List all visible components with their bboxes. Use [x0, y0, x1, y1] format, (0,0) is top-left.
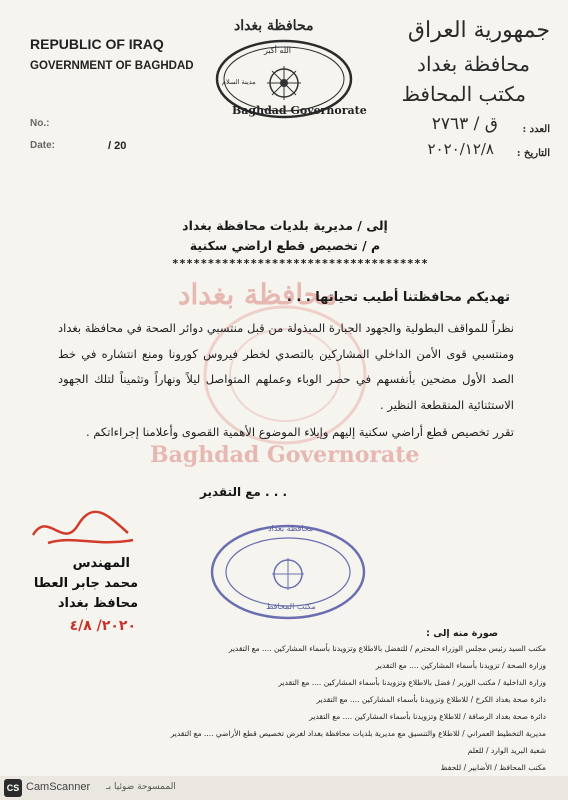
- cc-heading: صورة منه إلى :: [426, 628, 498, 639]
- signature-name: محمد جابر العطا: [33, 576, 138, 591]
- camscanner-logo-icon: CS: [4, 779, 22, 797]
- logo-arabic-top: محافظة بغداد: [234, 18, 314, 34]
- date-value-left: / 20: [108, 140, 127, 152]
- government-label: GOVERNMENT OF BAGHDAD: [30, 60, 194, 72]
- governorate-arabic: محافظة بغداد: [417, 52, 530, 76]
- date-label-arabic: التاريخ :: [516, 148, 550, 159]
- body-paragraph-1: نظراً للمواقف البطولية والجهود الجبارة المبذولة من قبل منتسبي دوائر الصحة في محافظة بغداد ومنتسبي قوى الأمن الداخلي المشاركين بالتصدي لخطر فيروس كورونا ومنع انتشاره في خط الصد الأول مضحين بأنفسهم في حصر الوباء وعملهم المتواصل ليلاً ونهاراً وتثميناً لتلك الجهود الاستثنائية المنقطعة النظير .: [58, 321, 514, 412]
- watermark-arabic: محافظة بغداد: [178, 278, 337, 311]
- cc-item: مديرية التخطيط العمراني / للاطلاع والتنسيق مع مديرية بلديات محافظة بغداد لغرض تخصيص قطع الأراضي .... مع التقدير: [170, 729, 546, 738]
- cc-item: وزارة الصحة / تزويدنا بأسماء المشاركين .... مع التقدير: [375, 661, 546, 670]
- date-label: Date:: [30, 140, 56, 151]
- republic-arabic: جمهورية العراق: [407, 18, 550, 43]
- logo-motto: الله أكبر: [264, 46, 291, 55]
- logo-small-text: مدينة السلام: [222, 78, 256, 86]
- watermark-english: Baghdad Governorate: [150, 442, 420, 468]
- camscanner-label: CamScanner: [26, 781, 91, 793]
- greeting: تهديكم محافظتنا أطيب تحياتها . . .: [286, 290, 510, 305]
- signature-title: المهندس: [72, 556, 130, 571]
- date-value-arabic: ٢٠٢٠/١٢/٨: [427, 140, 494, 158]
- cc-item: شعبة البريد الوارد / للعلم: [467, 746, 546, 755]
- cc-item: وزارة الداخلية / مكتب الوزير / فضل بالاطلاع وتزويدنا بأسماء المشاركين .... مع التقدير: [278, 678, 546, 687]
- no-label: No.:: [30, 118, 50, 129]
- subject-line: م / تخصيص قطع اراضي سكنية: [189, 238, 381, 253]
- logo-caption: Baghdad Governorate: [232, 104, 367, 117]
- scanned-with-label: الممسوحة ضوئيا بـ: [106, 782, 176, 792]
- body-paragraph-2: تقرر تخصيص قطع أراضي سكنية إليهم وإيلاء الموضوع الأهمية القصوى وأعلامنا إجراءاتكم .: [85, 425, 514, 439]
- cc-item: دائرة صحة بغداد الرصافة / للاطلاع وتزويدنا بأسماء المشاركين .... مع التقدير: [309, 712, 546, 721]
- signature-scribble: [28, 505, 138, 555]
- number-value: ق / ٢٧٦٣: [431, 114, 498, 134]
- office-arabic: مكتب المحافظ: [401, 82, 526, 106]
- signature-date: ٢٠٢٠/ ٤/٨: [69, 618, 136, 634]
- closing: . . . مع التقدير: [200, 485, 288, 499]
- signature-position: محافظ بغداد: [57, 596, 138, 611]
- cc-item: مكتب المحافظ / الأضابير / للحفظ: [440, 763, 546, 772]
- republic-label: REPUBLIC OF IRAQ: [30, 36, 164, 52]
- number-label: العدد :: [522, 124, 550, 135]
- separator-stars: ************************************: [172, 257, 429, 270]
- stamp-bottom-text: مكتب المحافظ: [266, 602, 316, 611]
- cc-item: دائرة صحة بغداد الكرخ / للاطلاع وتزويدنا بأسماء المشاركين .... مع التقدير: [316, 695, 546, 704]
- cc-item: مكتب السيد رئيس مجلس الوزراء المحترم / للتفضل بالاطلاع وتزويدنا بأسماء المشاركين .... مع التقدير: [228, 644, 546, 653]
- recipient-line: إلى / مديرية بلديات محافظة بغداد: [182, 218, 388, 233]
- cc-list: [76, 644, 546, 780]
- stamp-top-text: محافظة بغداد: [268, 524, 314, 533]
